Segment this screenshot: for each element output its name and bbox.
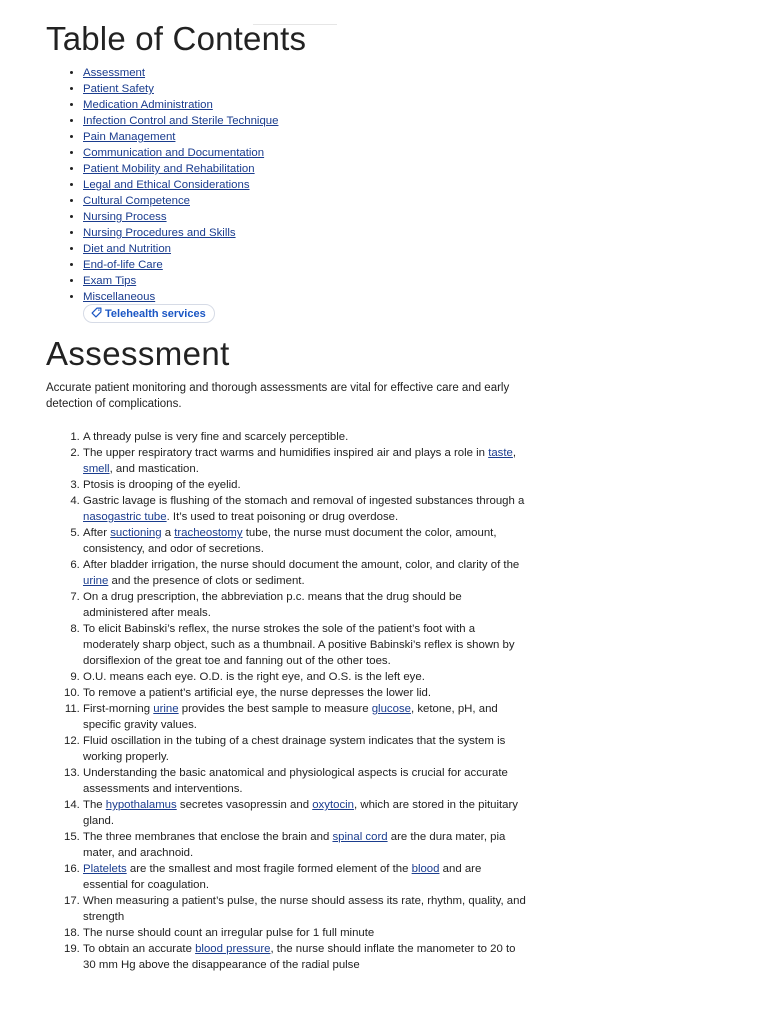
list-item bbox=[83, 445, 529, 477]
fact-text: secretes vasopressin and bbox=[176, 799, 313, 811]
inline-link[interactable]: nasogastric tube bbox=[83, 511, 167, 523]
fact-text: First-morning bbox=[83, 703, 154, 715]
toc-link[interactable]: Medication Administration bbox=[83, 99, 213, 111]
fact-text: and are essential for coagulation. bbox=[83, 863, 482, 891]
toc-link[interactable]: Cultural Competence bbox=[83, 195, 190, 207]
fact-text: , bbox=[512, 447, 517, 459]
toc-item bbox=[83, 177, 278, 193]
toc-link[interactable]: Miscellaneous bbox=[83, 291, 156, 303]
inline-link[interactable]: oxytocin bbox=[312, 799, 355, 811]
list-item bbox=[83, 477, 529, 493]
toc-item bbox=[83, 225, 278, 241]
toc-item bbox=[83, 209, 278, 225]
toc-link[interactable]: End-of-life Care bbox=[83, 259, 163, 271]
toc-item bbox=[83, 65, 278, 81]
inline-link[interactable]: hypothalamus bbox=[105, 799, 177, 811]
list-item bbox=[83, 493, 529, 525]
toc-link[interactable]: Patient Safety bbox=[83, 83, 154, 95]
toc-item bbox=[83, 273, 278, 289]
fact-text: a bbox=[161, 527, 175, 539]
list-item bbox=[83, 733, 529, 765]
fact-text: O.U. means each eye. O.D. is the right eye, and O.S. is the left eye. bbox=[83, 671, 425, 683]
inline-link[interactable]: suctioning bbox=[110, 527, 162, 539]
fact-text: To elicit Babinski’s reflex, the nurse strokes the sole of the patient’s foot with a moderately sharp object, such as a thumbnail. A positive Babinski’s reflex is shown by dorsiflexion of the great toe and fanning out of the other toes. bbox=[83, 623, 515, 667]
fact-text: provides the best sample to measure bbox=[178, 703, 372, 715]
toc-item bbox=[83, 257, 278, 273]
list-item bbox=[83, 925, 529, 941]
toc-link[interactable]: Infection Control and Sterile Technique bbox=[83, 115, 279, 127]
toc-item bbox=[83, 145, 278, 161]
inline-link[interactable]: Platelets bbox=[83, 863, 127, 875]
list-item bbox=[83, 941, 529, 973]
fact-text: A thready pulse is very fine and scarcely perceptible. bbox=[83, 431, 349, 443]
inline-link[interactable]: glucose bbox=[371, 703, 411, 715]
inline-link[interactable]: urine bbox=[153, 703, 179, 715]
list-item bbox=[83, 589, 529, 621]
chip-label: Telehealth services bbox=[105, 307, 206, 320]
toc-link[interactable]: Nursing Process bbox=[83, 211, 167, 223]
fact-text: , ketone, pH, and specific gravity values. bbox=[83, 703, 498, 731]
fact-text: The three membranes that enclose the brain and bbox=[83, 831, 333, 843]
toc-link[interactable]: Pain Management bbox=[83, 131, 176, 143]
fact-text: To obtain an accurate bbox=[83, 943, 196, 955]
inline-link[interactable]: blood pressure bbox=[195, 943, 271, 955]
inline-link[interactable]: spinal cord bbox=[332, 831, 388, 843]
fact-text: To remove a patient’s artificial eye, the nurse depresses the lower lid. bbox=[83, 687, 432, 699]
fact-text: After bladder irrigation, the nurse should document the amount, color, and clarity of the bbox=[83, 559, 520, 571]
inline-link[interactable]: taste bbox=[488, 447, 513, 459]
fact-text: Fluid oscillation in the tubing of a chest drainage system indicates that the system is working properly. bbox=[83, 735, 506, 763]
table-of-contents bbox=[65, 65, 278, 305]
toc-item bbox=[83, 193, 278, 209]
inline-link[interactable]: blood bbox=[411, 863, 440, 875]
list-item bbox=[83, 893, 529, 925]
toc-item bbox=[83, 113, 278, 129]
list-item bbox=[83, 525, 529, 557]
fact-text: , the nurse should inflate the manometer to 20 to 30 mm Hg above the disappearance of the radial pulse bbox=[83, 943, 516, 971]
list-item bbox=[83, 685, 529, 701]
list-item bbox=[83, 765, 529, 797]
toc-item bbox=[83, 81, 278, 97]
list-item bbox=[83, 701, 529, 733]
toc-item bbox=[83, 129, 278, 145]
list-item bbox=[83, 557, 529, 589]
inline-link[interactable]: tracheostomy bbox=[174, 527, 243, 539]
list-item bbox=[83, 429, 529, 445]
toc-link[interactable]: Legal and Ethical Considerations bbox=[83, 179, 250, 191]
list-item bbox=[83, 621, 529, 669]
toc-title: Table of Contents bbox=[46, 20, 307, 57]
toc-link[interactable]: Exam Tips bbox=[83, 275, 137, 287]
fact-text: The bbox=[83, 799, 106, 811]
fact-text: Understanding the basic anatomical and physiological aspects is crucial for accurate assessments and interventions. bbox=[83, 767, 508, 795]
toc-link[interactable]: Patient Mobility and Rehabilitation bbox=[83, 163, 255, 175]
inline-link[interactable]: urine bbox=[83, 575, 109, 587]
toc-link[interactable]: Nursing Procedures and Skills bbox=[83, 227, 236, 239]
section-intro: Accurate patient monitoring and thorough assessments are vital for effective care and early detection of complications. bbox=[46, 382, 510, 410]
facts-list bbox=[64, 429, 529, 973]
toc-item bbox=[83, 241, 278, 257]
fact-text: On a drug prescription, the abbreviation p.c. means that the drug should be administered after meals. bbox=[83, 591, 462, 619]
list-item bbox=[83, 669, 529, 685]
section-title: Assessment bbox=[46, 335, 230, 372]
fact-text: When measuring a patient’s pulse, the nurse should assess its rate, rhythm, quality, and strength bbox=[83, 895, 526, 923]
list-item bbox=[83, 797, 529, 829]
toc-link[interactable]: Communication and Documentation bbox=[83, 147, 265, 159]
toc-item bbox=[83, 97, 278, 113]
fact-text: tube, the nurse must document the color, amount, consistency, and odor of secretions. bbox=[83, 527, 497, 555]
fact-text: are the dura mater, pia mater, and arachnoid. bbox=[83, 831, 506, 859]
fact-text: , and mastication. bbox=[109, 463, 199, 475]
toc-link[interactable]: Assessment bbox=[83, 67, 146, 79]
fact-text: The upper respiratory tract warms and humidifies inspired air and plays a role in bbox=[83, 447, 489, 459]
tag-icon bbox=[91, 307, 102, 321]
fact-text: After bbox=[83, 527, 111, 539]
fact-text: , which are stored in the pituitary gland. bbox=[83, 799, 518, 827]
toc-item bbox=[83, 161, 278, 177]
list-item bbox=[83, 829, 529, 861]
list-item bbox=[83, 861, 529, 893]
fact-text: The nurse should count an irregular pulse for 1 full minute bbox=[83, 927, 375, 939]
fact-text: are the smallest and most fragile formed element of the bbox=[126, 863, 412, 875]
telehealth-services-chip[interactable] bbox=[83, 304, 215, 323]
fact-text: . It’s used to treat poisoning or drug overdose. bbox=[166, 511, 399, 523]
fact-text: Gastric lavage is flushing of the stomach and removal of ingested substances through a bbox=[83, 495, 525, 507]
fact-text: and the presence of clots or sediment. bbox=[108, 575, 305, 587]
fact-text: Ptosis is drooping of the eyelid. bbox=[83, 479, 241, 491]
toc-item bbox=[83, 289, 278, 305]
inline-link[interactable]: smell bbox=[83, 463, 110, 475]
toc-link[interactable]: Diet and Nutrition bbox=[83, 243, 172, 255]
